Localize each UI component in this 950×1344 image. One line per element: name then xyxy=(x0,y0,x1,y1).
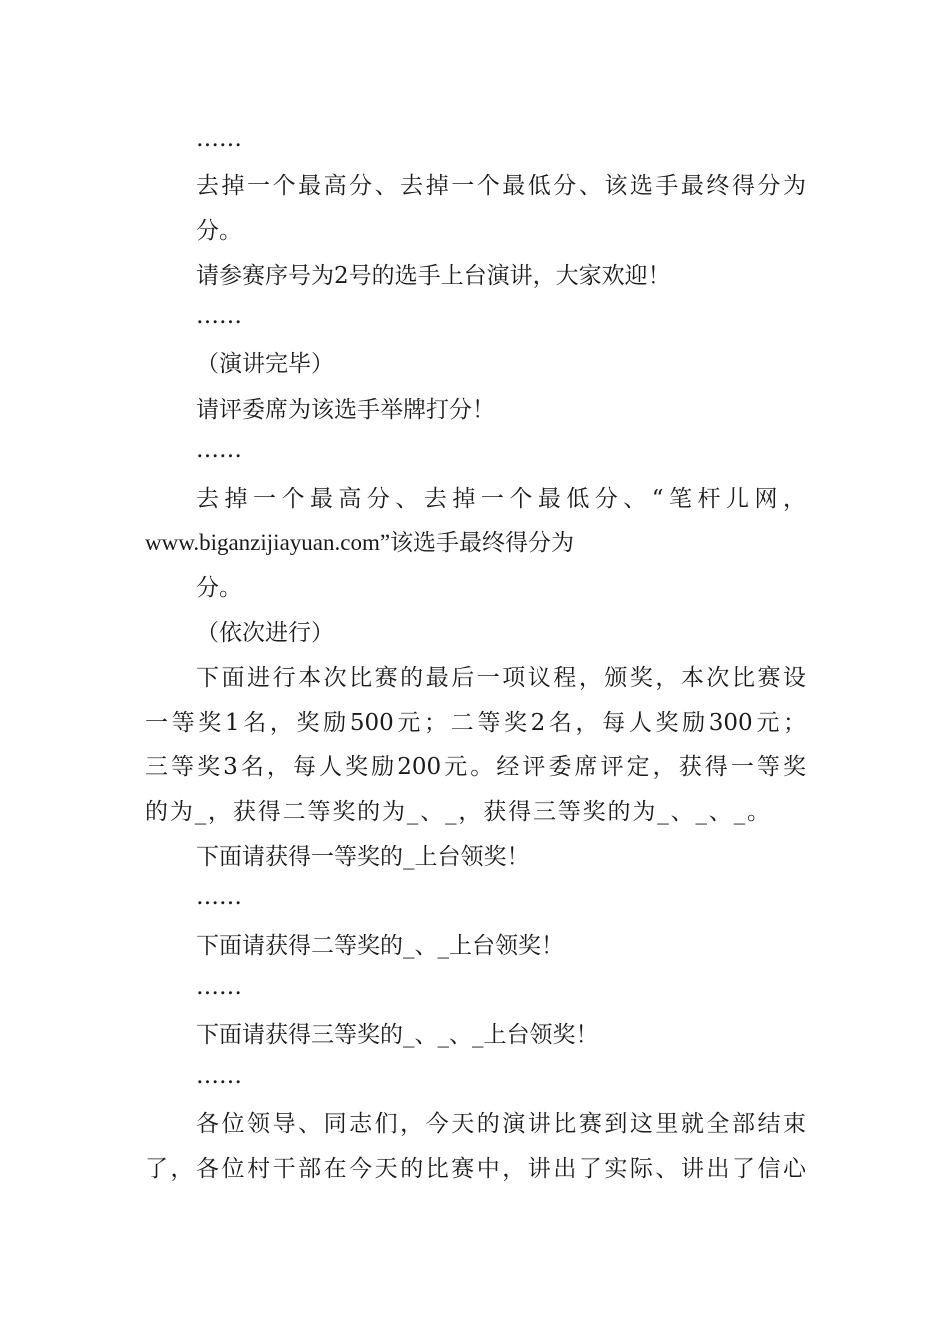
scoring-request: 请评委席为该选手举牌打分！ xyxy=(196,397,495,423)
award-agenda-line: 的为_，获得二等奖的为_、_，获得三等奖的为_、_、_。 xyxy=(145,799,770,825)
award-agenda-line: 下面进行本次比赛的最后一项议程，颁奖，本次比赛设 xyxy=(196,665,806,691)
ellipsis-line: …… xyxy=(196,974,242,1000)
ellipsis-line: …… xyxy=(196,437,242,463)
score-announcement-line: www.biganzijiayuan.com”该选手最终得分为 xyxy=(145,530,575,555)
award-agenda-line: 三等奖3名，每人奖励200元。经评委席评定，获得一等奖 xyxy=(145,754,806,780)
score-announcement-line: 去掉一个最高分、去掉一个最低分、该选手最终得分为 xyxy=(196,173,806,199)
award-agenda-line: 一等奖1名，奖励500元；二等奖2名，每人奖励300元； xyxy=(145,710,806,736)
score-announcement-line: 去掉一个最高分、去掉一个最低分、“笔杆儿网， xyxy=(196,486,806,512)
stage-direction: （演讲完毕） xyxy=(196,351,334,377)
stage-direction: （依次进行） xyxy=(196,620,334,646)
score-unit-line: 分。 xyxy=(196,575,242,601)
first-prize-call: 下面请获得一等奖的_上台领奖！ xyxy=(196,844,530,870)
contestant-invitation: 请参赛序号为2号的选手上台演讲，大家欢迎！ xyxy=(196,263,671,289)
ellipsis-line: …… xyxy=(196,303,242,329)
closing-remarks-line: 了，各位村干部在今天的比赛中，讲出了实际、讲出了信心 xyxy=(145,1156,806,1182)
score-announcement-line: 分。 xyxy=(196,218,242,244)
ellipsis-line: …… xyxy=(196,126,242,152)
ellipsis-line: …… xyxy=(196,1063,242,1089)
third-prize-call: 下面请获得三等奖的_、_、_上台领奖！ xyxy=(196,1022,599,1048)
second-prize-call: 下面请获得二等奖的_、_上台领奖！ xyxy=(196,933,564,959)
ellipsis-line: …… xyxy=(196,884,242,910)
closing-remarks-line: 各位领导、同志们，今天的演讲比赛到这里就全部结束 xyxy=(196,1111,806,1137)
